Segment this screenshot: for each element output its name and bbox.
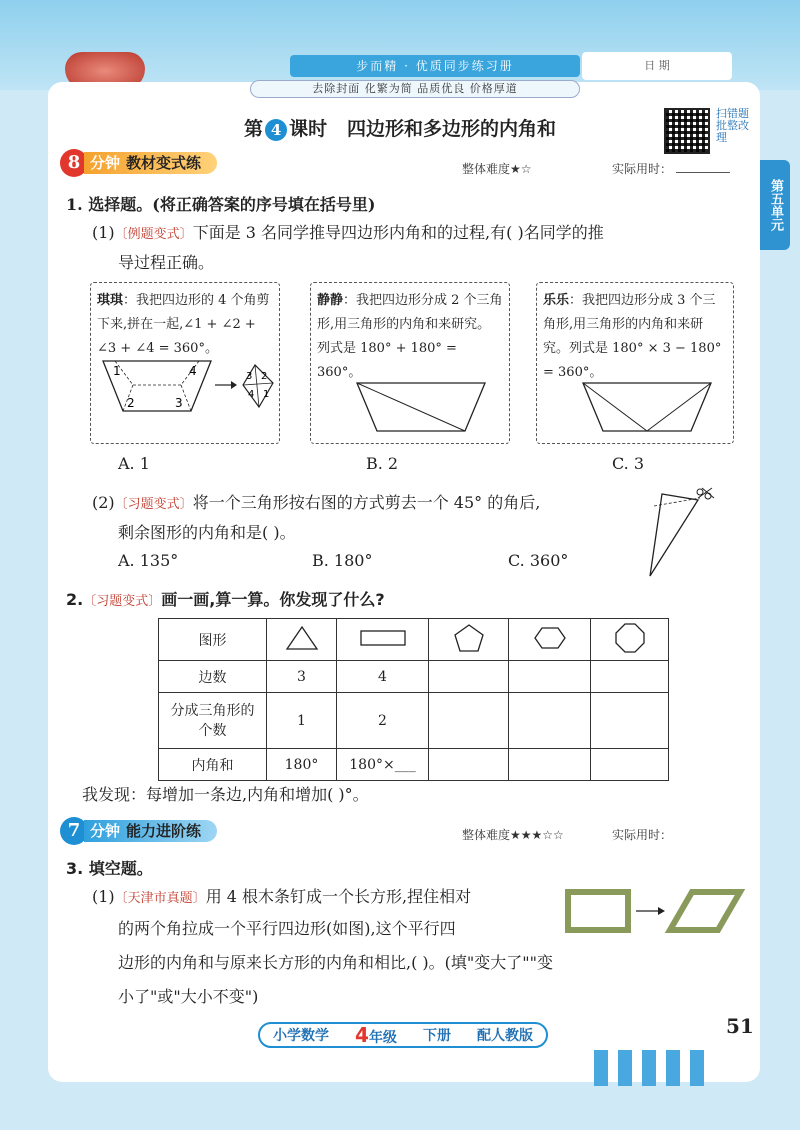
table-cell: 180° — [267, 749, 337, 781]
q1-p2-option-b[interactable]: B. 180° — [312, 551, 373, 570]
date-box: 日 期 — [582, 52, 732, 80]
footer-term: 下册 — [422, 1028, 451, 1044]
pentagon-icon — [453, 623, 485, 653]
table-cell-blank[interactable] — [509, 693, 591, 749]
angle-label-2: 2 — [127, 396, 135, 410]
table-cell-blank[interactable] — [429, 749, 509, 781]
method-box-jingjing — [310, 282, 510, 444]
footer-grade-label: 年级 — [368, 1030, 397, 1046]
footer-decoration — [594, 1050, 608, 1086]
footer-subject: 小学数学 — [273, 1028, 329, 1044]
time-spent-label: 实际用时： — [612, 828, 673, 842]
svg-text:1: 1 — [263, 389, 270, 400]
q1-p2-line2: 剩余图形的内角和是( )。 — [118, 523, 296, 542]
row-head-triangles: 分成三角形的个数 — [159, 693, 267, 749]
method-box-qiqi — [90, 282, 280, 444]
table-cell: 3 — [267, 661, 337, 693]
table-cell: 4 — [337, 661, 429, 693]
method-text-qiqi — [97, 289, 273, 361]
table-row — [159, 693, 669, 749]
footer-edition: 配人教版 — [476, 1028, 533, 1044]
table-cell-blank[interactable] — [509, 749, 591, 781]
method-desc-qiqi: ：我把四边形的 4 个角剪下来,拼在一起,∠1 + ∠2 + ∠3 + ∠4 = 360°。 — [97, 293, 270, 356]
q1-p1-num: (1) — [92, 223, 115, 242]
q1-p1-line2: 导过程正确。 — [118, 253, 215, 272]
footer-edition-bar — [258, 1022, 548, 1048]
lesson-number: 4 — [265, 119, 287, 141]
q3-p1-l1: 用 4 根木条钉成一个长方形,捏住相对 — [205, 887, 472, 906]
shape-cell — [337, 619, 429, 661]
quad-two-triangles-diagram — [351, 379, 491, 437]
time-spent-label: 实际用时： — [612, 162, 673, 176]
lesson-suffix: 课时 — [289, 118, 328, 140]
shape-cell — [509, 619, 591, 661]
table-cell: 180°×___ — [337, 749, 429, 781]
footer-decoration — [618, 1050, 632, 1086]
q1-p2-option-a[interactable]: A. 135° — [118, 551, 179, 570]
polygon-table — [158, 618, 669, 781]
table-row — [159, 661, 669, 693]
section-header-1 — [60, 150, 217, 176]
rectangle-icon — [357, 626, 409, 650]
q3-title: 3. 填空题。 — [66, 859, 153, 878]
row-head-angle-sum: 内角和 — [159, 749, 267, 781]
scissors-icon — [697, 488, 714, 499]
frame-transform-diagram — [562, 886, 746, 940]
student-name-qiqi: 琪琪 — [97, 293, 124, 308]
angle-label-3: 3 — [175, 396, 183, 410]
table-cell-blank[interactable] — [429, 693, 509, 749]
method-box-lele — [536, 282, 734, 444]
slogan-strip: 去除封面 化繁为简 品质优良 价格厚道 — [250, 80, 580, 98]
footer-grade — [355, 1023, 397, 1047]
top-frame — [0, 0, 800, 90]
method-desc-lele: ：我把四边形分成 3 个三角形,用三角形的内角和来研究。列式是 180° × 3 − 180° = 360°。 — [543, 293, 722, 380]
q1-p2-option-c[interactable]: C. 360° — [508, 551, 569, 570]
q3-p1-line3: 边形的内角和与原来长方形的内角和相比,( )。(填"变大了""变 — [118, 953, 553, 972]
footer-decoration — [666, 1050, 680, 1086]
student-name-jingjing: 静静 — [317, 293, 344, 308]
lesson-name: 四边形和多边形的内角和 — [346, 118, 556, 140]
footer-grade-num: 4 — [355, 1023, 369, 1047]
table-cell-blank[interactable] — [429, 661, 509, 693]
section-unit: 分钟 — [90, 822, 121, 840]
q1-title: 1. 选择题。(将正确答案的序号填在括号里) — [66, 195, 376, 214]
table-cell: 2 — [337, 693, 429, 749]
table-row — [159, 749, 669, 781]
page-number: 51 — [726, 1014, 754, 1038]
unit-side-tab: 第五单元 — [760, 160, 790, 250]
section-unit: 分钟 — [90, 154, 121, 172]
q3-p1-line1 — [92, 884, 471, 907]
shape-cell — [267, 619, 337, 661]
q2-finding: 我发现：每增加一条边,内角和增加( )°。 — [82, 785, 369, 804]
hexagon-icon — [533, 625, 567, 651]
row-head-shape: 图形 — [159, 619, 267, 661]
svg-text:4: 4 — [248, 389, 255, 400]
footer-decoration — [690, 1050, 704, 1086]
student-name-lele: 乐乐 — [543, 293, 570, 308]
section-bar — [84, 820, 217, 842]
section-bar — [84, 152, 217, 174]
time-spent-blank[interactable] — [676, 172, 730, 173]
shape-cell — [429, 619, 509, 661]
table-cell-blank[interactable] — [591, 693, 669, 749]
section-minutes: 7 — [60, 817, 88, 845]
qr-code-icon[interactable] — [664, 108, 710, 154]
q2-title: 画一画,算一算。你发现了什么? — [161, 590, 385, 609]
section-header-2 — [60, 818, 217, 844]
table-cell-blank[interactable] — [591, 661, 669, 693]
table-cell-blank[interactable] — [591, 749, 669, 781]
q1-p2-line1 — [92, 490, 540, 513]
method-text-lele — [543, 289, 727, 385]
row-head-sides: 边数 — [159, 661, 267, 693]
angle-cut-diagram — [93, 355, 279, 415]
table-row — [159, 619, 669, 661]
difficulty-rating: 整体难度★★★☆☆ — [462, 828, 564, 842]
section-label: 能力进阶练 — [126, 822, 202, 840]
q1-p1-line1 — [92, 220, 604, 243]
method-text-jingjing — [317, 289, 503, 385]
cut-triangle-diagram — [640, 484, 720, 584]
lesson-prefix: 第 — [244, 118, 264, 140]
shape-cell — [591, 619, 669, 661]
table-cell: 1 — [267, 693, 337, 749]
q3-p1-tag: 〔天津市真题〕 — [114, 891, 206, 906]
method-desc-jingjing: ：我把四边形分成 2 个三角形,用三角形的内角和来研究。列式是 180° + 180° = 360°。 — [317, 293, 503, 380]
footer-decoration — [642, 1050, 656, 1086]
q1-p1-option-b[interactable]: B. 2 — [366, 454, 399, 473]
q1-p1-tag: 〔例题变式〕 — [114, 227, 193, 242]
q3-p1-num: (1) — [92, 887, 115, 906]
svg-text:3: 3 — [246, 371, 253, 382]
section-minutes: 8 — [60, 149, 88, 177]
q3-p1-line4: 小了"或"大小不变") — [118, 987, 259, 1006]
qr-caption: 扫错题批整改理 — [716, 107, 749, 144]
q1-p1-option-a[interactable]: A. 1 — [118, 454, 150, 473]
q2-num: 2. — [66, 590, 84, 609]
q2-tag: 〔习题变式〕 — [83, 594, 162, 609]
table-cell-blank[interactable] — [509, 661, 591, 693]
q1-p1-text-a: 下面是 3 名同学推导四边形内角和的过程,有( )名同学的推 — [192, 223, 604, 242]
difficulty-rating: 整体难度★☆ — [462, 162, 532, 176]
triangle-icon — [284, 624, 320, 652]
section-label: 教材变式练 — [126, 154, 202, 172]
q3-p1-line2: 的两个角拉成一个平行四边形(如图),这个平行四 — [118, 919, 456, 938]
angle-label-1: 1 — [113, 364, 121, 378]
q1-p1-option-c[interactable]: C. 3 — [612, 454, 645, 473]
q1-p2-tag: 〔习题变式〕 — [114, 497, 193, 512]
octagon-icon — [614, 622, 646, 654]
q1-p2-num: (2) — [92, 493, 115, 512]
q1-p2-text-a: 将一个三角形按右图的方式剪去一个 45° 的角后, — [192, 493, 541, 512]
svg-text:2: 2 — [261, 371, 268, 382]
angle-label-4: 4 — [189, 364, 197, 378]
quad-three-triangles-diagram — [577, 379, 717, 437]
q2-title-row — [66, 587, 385, 610]
series-banner: 步而精 · 优质同步练习册 — [290, 55, 580, 77]
